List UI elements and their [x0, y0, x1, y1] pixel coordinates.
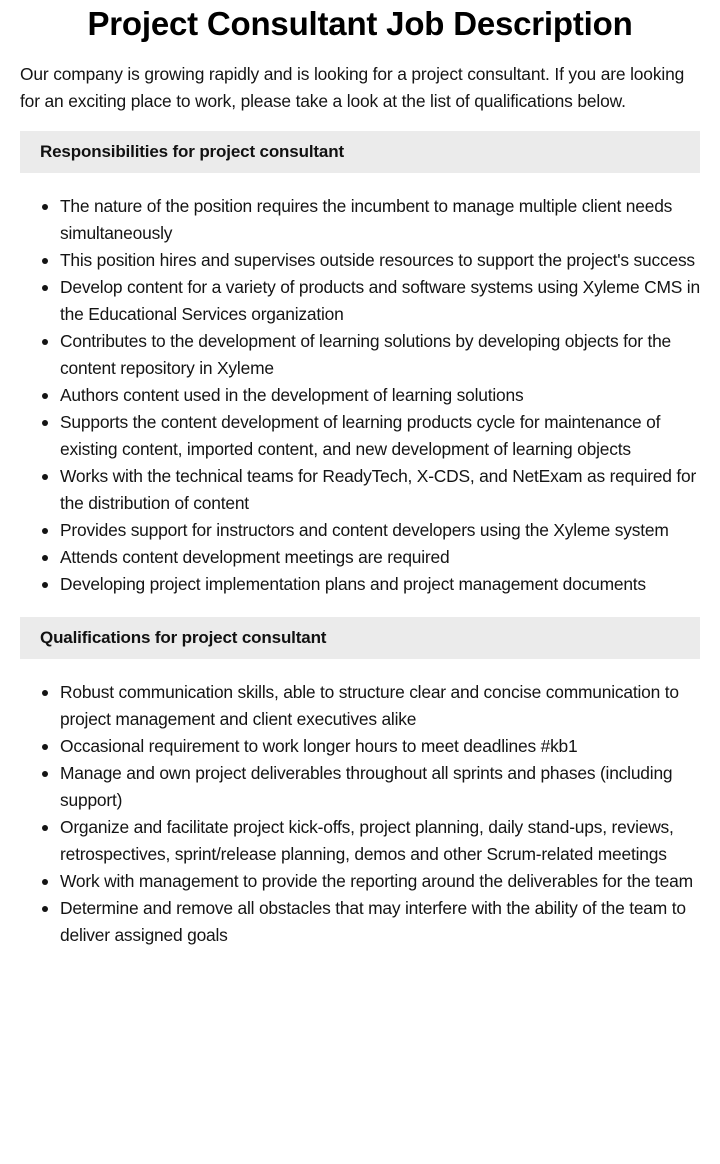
- responsibilities-list: [20, 193, 700, 598]
- bullet-icon: [42, 528, 48, 534]
- list-item-text: Attends content development meetings are required: [60, 547, 450, 567]
- bullet-icon: [42, 879, 48, 885]
- list-item-text: Occasional requirement to work longer hours to meet deadlines #kb1: [60, 736, 578, 756]
- list-item-text: Develop content for a variety of products and software systems using Xyleme CMS in the Educational Services organization: [60, 277, 700, 324]
- list-item: [20, 895, 700, 949]
- page-title: Project Consultant Job Description: [87, 5, 633, 42]
- section-header-responsibilities: Responsibilities for project consultant: [20, 131, 700, 173]
- list-item: [20, 679, 700, 733]
- section-header-qualifications: Qualifications for project consultant: [20, 617, 700, 659]
- bullet-icon: [42, 906, 48, 912]
- list-item: [20, 760, 700, 814]
- list-item: [20, 274, 700, 328]
- bullet-icon: [42, 744, 48, 750]
- bullet-icon: [42, 582, 48, 588]
- list-item: [20, 733, 700, 760]
- list-item-text: This position hires and supervises outside resources to support the project's success: [60, 250, 695, 270]
- list-item: [20, 247, 700, 274]
- list-item: [20, 463, 700, 517]
- list-item: [20, 328, 700, 382]
- list-item-text: Determine and remove all obstacles that may interfere with the ability of the team to deliver assigned goals: [60, 898, 686, 945]
- list-item-text: The nature of the position requires the incumbent to manage multiple client needs simultaneously: [60, 196, 673, 243]
- bullet-icon: [42, 771, 48, 777]
- list-item: [20, 571, 700, 598]
- bullet-icon: [42, 285, 48, 291]
- bullet-icon: [42, 339, 48, 345]
- list-item: [20, 193, 700, 247]
- list-item-text: Works with the technical teams for ReadyTech, X-CDS, and NetExam as required for the distribution of content: [60, 466, 697, 513]
- list-item: [20, 544, 700, 571]
- bullet-icon: [42, 474, 48, 480]
- list-item-text: Organize and facilitate project kick-offs, project planning, daily stand-ups, reviews, retrospectives, sprint/release planning, demos and other Scrum-related meetings: [60, 817, 674, 864]
- bullet-icon: [42, 420, 48, 426]
- qualifications-list: [20, 679, 700, 949]
- bullet-icon: [42, 258, 48, 264]
- bullet-icon: [42, 393, 48, 399]
- list-item-text: Provides support for instructors and content developers using the Xyleme system: [60, 520, 669, 540]
- qualifications-section: [20, 617, 700, 949]
- list-item: [20, 382, 700, 409]
- list-item-text: Work with management to provide the reporting around the deliverables for the team: [60, 871, 693, 891]
- list-item: [20, 409, 700, 463]
- list-item-text: Robust communication skills, able to structure clear and concise communication to project management and client executives alike: [60, 682, 679, 729]
- list-item-text: Developing project implementation plans and project management documents: [60, 574, 646, 594]
- bullet-icon: [42, 204, 48, 210]
- list-item-text: Supports the content development of learning products cycle for maintenance of existing content, imported content, and new development of learning objects: [60, 412, 661, 459]
- bullet-icon: [42, 690, 48, 696]
- responsibilities-section: [20, 131, 700, 598]
- list-item-text: Authors content used in the development of learning solutions: [60, 385, 524, 405]
- list-item: [20, 814, 700, 868]
- list-item: [20, 868, 700, 895]
- bullet-icon: [42, 555, 48, 561]
- list-item: [20, 517, 700, 544]
- list-item-text: Contributes to the development of learning solutions by developing objects for the content repository in Xyleme: [60, 331, 672, 378]
- bullet-icon: [42, 825, 48, 831]
- list-item-text: Manage and own project deliverables throughout all sprints and phases (including support): [60, 763, 673, 810]
- intro-paragraph: Our company is growing rapidly and is looking for a project consultant. If you are looking for an exciting place to work, please take a look at the list of qualifications below.: [20, 64, 685, 111]
